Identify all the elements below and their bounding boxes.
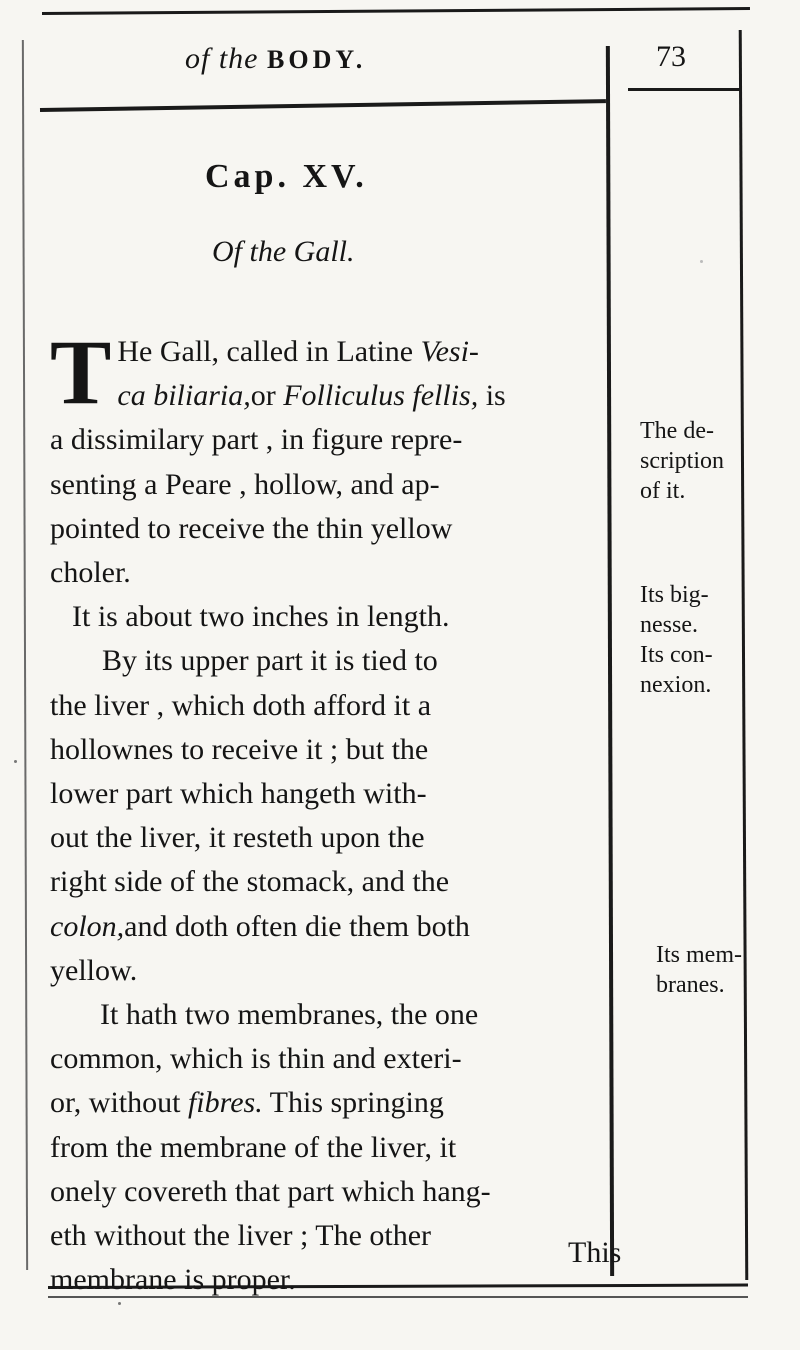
italic-run: ca biliaria, bbox=[117, 379, 251, 413]
ink-speck bbox=[700, 260, 703, 263]
margin-note-line: nesse. bbox=[640, 612, 698, 638]
page-edge-line bbox=[22, 40, 28, 1270]
paragraph-1 bbox=[50, 321, 618, 595]
page-number: 73 bbox=[656, 40, 686, 73]
running-head-text: of the bbox=[185, 42, 267, 75]
margin-note-line: of it. bbox=[640, 478, 686, 504]
text-line: pointed to receive the thin yellow bbox=[50, 511, 453, 545]
text-line bbox=[50, 374, 618, 418]
text-run: is bbox=[478, 379, 506, 413]
margin-note-bignesse bbox=[640, 580, 770, 700]
drop-cap: T bbox=[50, 321, 112, 423]
text-line: the liver , which doth afford it a bbox=[50, 688, 432, 722]
text-line: yellow. bbox=[50, 953, 138, 987]
text-line: hollownes to receive it ; but the bbox=[50, 732, 429, 766]
text-run: This springing bbox=[262, 1086, 444, 1120]
text-line: It hath two membranes, the one bbox=[100, 998, 479, 1032]
body-text bbox=[50, 321, 618, 1302]
text-run: and doth often die them both bbox=[124, 909, 470, 943]
text-line bbox=[50, 1081, 618, 1125]
ink-speck bbox=[118, 1302, 121, 1305]
text-line: membrane is proper. bbox=[50, 1263, 296, 1297]
margin-note-membranes bbox=[656, 940, 786, 1000]
text-line: a dissimilary part , in figure repre- bbox=[50, 423, 463, 457]
text-run: He Gall, called in Latine bbox=[117, 335, 421, 368]
text-line: onely covereth that part which hang- bbox=[50, 1174, 491, 1208]
text-run: or bbox=[250, 379, 284, 413]
catchword: This bbox=[568, 1236, 622, 1269]
margin-note-line: Its con- bbox=[640, 642, 713, 668]
paragraph-2 bbox=[50, 595, 618, 639]
margin-note-line: The de- bbox=[640, 418, 714, 444]
text-line: lower part which hangeth with- bbox=[50, 777, 427, 811]
text-line: common, which is thin and exteri- bbox=[50, 1042, 462, 1076]
running-head bbox=[185, 42, 366, 76]
margin-note-line: Its big- bbox=[640, 582, 709, 608]
margin-note-line: branes. bbox=[656, 972, 725, 998]
text-line: eth without the liver ; The other bbox=[50, 1219, 432, 1253]
italic-run: Vesi- bbox=[420, 335, 479, 368]
italic-run: fibres. bbox=[187, 1086, 263, 1120]
margin-note-line: nexion. bbox=[640, 672, 712, 698]
margin-note-line: Its mem- bbox=[656, 942, 742, 968]
text-line: senting a Peare , hollow, and ap- bbox=[50, 467, 440, 501]
margin-note-line: scription bbox=[640, 448, 724, 474]
chapter-subtitle: Of the Gall. bbox=[212, 235, 355, 268]
italic-run: Folliculus fellis, bbox=[283, 379, 479, 413]
margin-note-description bbox=[640, 416, 770, 506]
text-line bbox=[50, 330, 618, 374]
paragraph-3 bbox=[50, 639, 618, 993]
header-rule-margin bbox=[628, 88, 740, 91]
ink-speck bbox=[14, 760, 17, 763]
top-border-rule bbox=[42, 7, 750, 15]
text-line: out the liver, it resteth upon the bbox=[50, 821, 425, 855]
text-line: By its upper part it is tied to bbox=[102, 644, 438, 678]
text-line: choler. bbox=[50, 556, 131, 590]
header-rule bbox=[40, 99, 606, 112]
running-head-caps: BODY. bbox=[267, 45, 367, 74]
text-line: It is about two inches in length. bbox=[72, 600, 450, 634]
text-line bbox=[50, 905, 618, 949]
text-line: right side of the stomack, and the bbox=[50, 865, 450, 899]
chapter-title: Cap. XV. bbox=[205, 158, 368, 195]
text-run: or, without bbox=[50, 1086, 188, 1120]
paragraph-4 bbox=[50, 993, 618, 1302]
text-line: from the membrane of the liver, it bbox=[50, 1130, 457, 1164]
italic-run: colon, bbox=[50, 909, 125, 943]
